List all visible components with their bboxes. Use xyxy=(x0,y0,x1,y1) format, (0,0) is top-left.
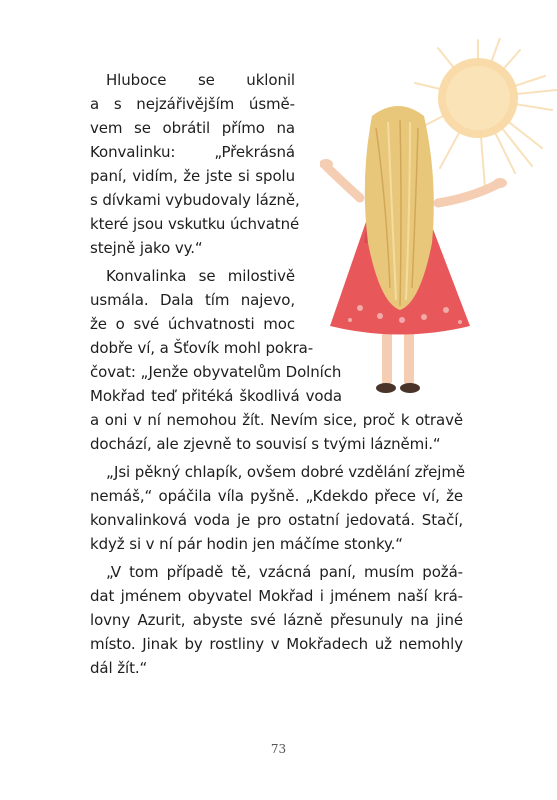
text-line: dál žít.“ xyxy=(90,659,148,677)
sun-icon xyxy=(415,38,556,188)
text-line: Konvalinka se milostivě xyxy=(106,267,295,285)
text-line: Mokřad teď přitéká škodlivá voda xyxy=(90,387,342,405)
text-line: které jsou vskutku úchvatné xyxy=(90,215,300,233)
text-line: konvalinková voda je pro ostatní jedovatá. Stačí, xyxy=(90,511,463,529)
text-line: Hluboce se uklonil xyxy=(106,71,295,89)
text-line: usmála. Dala tím najevo, xyxy=(90,291,295,309)
text-line: a s nejzářivějším úsmě- xyxy=(90,95,295,113)
girl-figure xyxy=(320,106,507,393)
text-line: vem se obrátil přímo na xyxy=(90,119,295,137)
text-line: místo. Jinak by rostliny v Mokřadech už nemohly xyxy=(90,635,463,653)
text-line: dat jménem obyvatel Mokřad i jménem naší krá- xyxy=(90,587,463,605)
text-line: stejně jako vy.“ xyxy=(90,239,203,257)
text-line: dochází, ale zjevně to souvisí s tvými lázněmi.“ xyxy=(90,435,441,453)
text-line: Konvalinku: „Překrásná xyxy=(90,143,295,161)
text-line: čovat: „Jenže obyvatelům Dolních xyxy=(90,363,342,381)
text-line: když si v ní pár hodin jen máčíme stonky.“ xyxy=(90,535,403,553)
text-line: „Jsi pěkný chlapík, ovšem dobré vzdělání zřejmě xyxy=(106,463,465,481)
text-line: paní, vidím, že jste si spolu xyxy=(90,167,295,185)
girl-and-sun-illustration xyxy=(320,38,557,408)
text-line: s dívkami vybudovaly lázně, xyxy=(90,191,300,209)
text-line: „V tom případě tě, vzácná paní, musím požá- xyxy=(106,563,463,581)
text-line: že o své úchvatnosti moc xyxy=(90,315,295,333)
page-number: 73 xyxy=(270,742,287,756)
text-line: lovny Azurit, abyste své lázně přesunuly na jiné xyxy=(90,611,463,629)
text-line: a oni v ní nemohou žít. Nevím sice, proč k otravě xyxy=(90,411,463,429)
text-line: dobře ví, a Šťovík mohl pokra- xyxy=(90,339,314,357)
text-line: nemáš,“ opáčila víla pyšně. „Kdekdo přece ví, že xyxy=(90,487,463,505)
